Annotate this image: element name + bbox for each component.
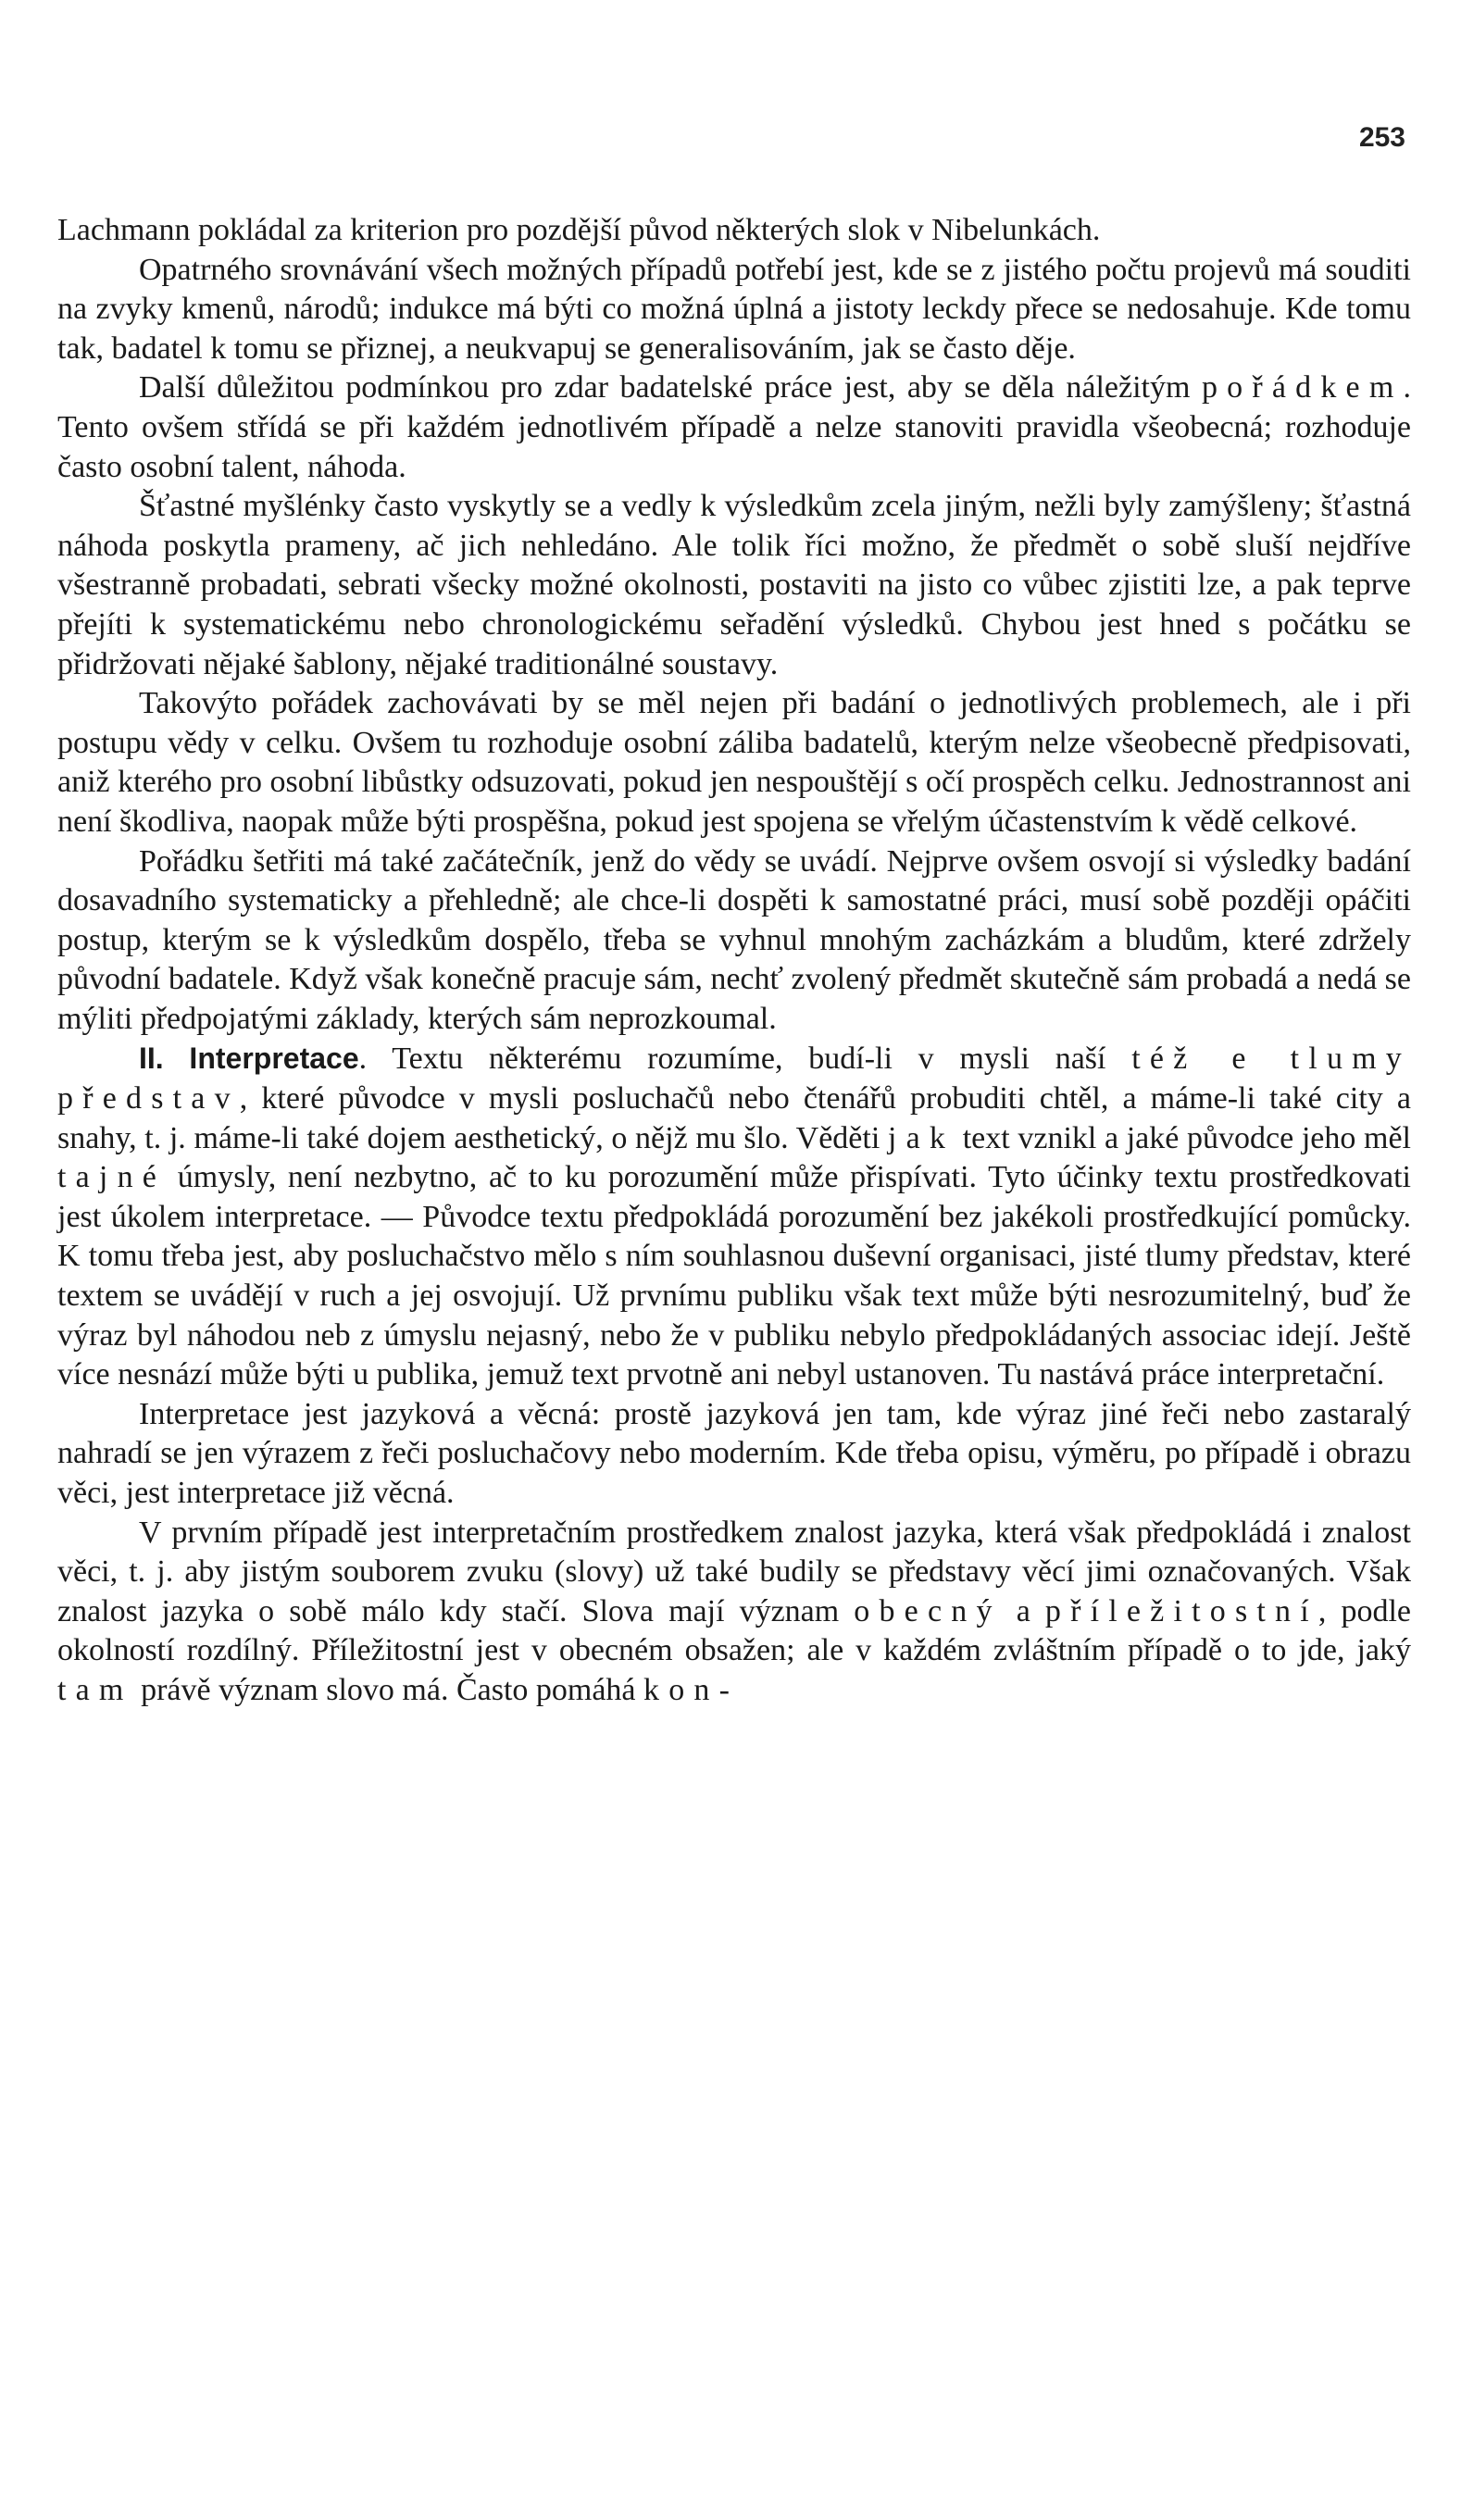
paragraph-3-text-after: . Tento ovšem střídá se při každém jednotlivém případě a nelze stanoviti pravidla všeobecná; rozhoduje často osobní talent, náhoda. (57, 370, 1411, 484)
section-interpretace-paragraph-3 (57, 1514, 1411, 1711)
section-p1-c: text vznikl a jaké původce jeho měl (955, 1120, 1412, 1155)
section-interpretace-paragraph-1 (57, 1039, 1411, 1394)
section-p3-a: V prvním případě jest interpretačním prostředkem znalost jazyka, která však předpokládá i znalost věci, t. j. aby jistým souborem zvuku (slovy) už také budily se představy věcí jimi označovaných. Však znalost jazyka o sobě málo kdy stačí. Slova mají význam (57, 1515, 1411, 1628)
section-p1-d: úmysly, není nezbytno, ač to ku porozumění může přispívati. Tyto účinky textu prostředkovati jest úkolem interpretace. — Původce textu předpokládá porozumění bez jakékoli prostředkující pomůcky. K tomu třeba jest, aby posluchačstvo mělo s ním souhlasnou duševní organisaci, jisté tlumy představ, které textem se uvádějí v ruch a jej osvojují. Už prvnímu publiku však text může býti nesrozumitelný, buď že výraz byl náhodou neb z úmyslu nejasný, nebo že v publiku nebylo předpokládaných associac idejí. Ještě více nesnází může býti u publika, jemuž text prvotně ani nebyl ustanoven. Tu nastává práce interpretační. (57, 1160, 1411, 1392)
section-title: Interpretace (189, 1042, 359, 1076)
emphasis-tajne: tajné (57, 1160, 167, 1195)
paragraph-6: Pořádku šetřiti má také začátečník, jenž do vědy se uvádí. Nejprve ovšem osvojí si výsledky badání dosavadního systematicky a přehledně; ale chce-li dospěti k samostatné práci, musí sobě později opáčiti postup, kterým se k výsledkům dospělo, třeba se vyhnul mnohým zacházkám a bludům, které zdržely původní badatele. Když však konečně pracuje sám, nechť zvolený předmět skutečně sám probadá a nedá se mýliti předpojatými základy, kterých sám neprozkoumal. (57, 843, 1411, 1036)
emphasis-poradkem: pořádkem (1201, 370, 1404, 405)
section-interpretace-paragraph-2: Interpretace jest jazyková a věcná: prostě jazyková jen tam, kde výraz jiné řeči nebo zastaralý nahradí se jen výrazem z řeči posluchačovy nebo moderním. Kde třeba opisu, výměru, po případě i obrazu věci, jest interpretace již věcná. (57, 1396, 1411, 1510)
section-p3-c: , podle okolností rozdílný. Příležitostní jest v obecném obsažen; ale v každém zvláštním případě o to jde, jaký (57, 1593, 1411, 1668)
body-text (57, 211, 1411, 1711)
emphasis-kon: kon- (643, 1672, 740, 1707)
section-number: II. (139, 1042, 164, 1076)
section-p1-a: . Textu některému rozumíme, budí-li v mysli naší (358, 1042, 1132, 1077)
section-p3-d: právě význam slovo má. Často pomáhá (132, 1672, 644, 1707)
emphasis-jak: jak (887, 1120, 955, 1155)
paragraph-4: Šťastné myšlénky často vyskytly se a vedly k výsledkům zcela jiným, nežli byly zamýšleny; šťastná náhoda poskytla prameny, ač jich nehledáno. Ale tolik říci možno, že předmět o sobě sluší nejdříve všestranně probadati, sebrati všecky možné okolnosti, postaviti na jisto co vůbec zjistiti lze, a pak teprve přejíti k systematickému nebo chronologickému seřadění výsledků. Chybou jest hned s počátku se přidržovati nějaké šablony, nějaké traditionálné soustavy. (57, 489, 1411, 681)
emphasis-prilezitostni: příležitostní (1044, 1593, 1318, 1628)
emphasis-obecny: obecný (854, 1593, 1002, 1628)
paragraph-3 (57, 368, 1411, 487)
paragraph-2: Opatrného srovnávání všech možných případů potřebí jest, kde se z jistého počtu projevů má souditi na zvyky kmenů, národů; indukce má býti co možná úplná a jistoty leckdy přece se nedosahuje. Kde tomu tak, badatel k tomu se přiznej, a neukvapuj se generalisováním, jak se často děje. (57, 252, 1411, 366)
section-p3-b: a (1001, 1593, 1045, 1628)
page-number: 253 (1358, 122, 1405, 153)
emphasis-teze-tlumy-predstav: též e tlumy představ (57, 1042, 1411, 1117)
paragraph-1: Lachmann pokládal za kriterion pro pozdější původ některých slok v Nibelunkách. (57, 213, 1101, 247)
paragraph-3-text-before: Další důležitou podmínkou pro zdar badatelské práce jest, aby se děla náležitým (139, 370, 1202, 405)
paragraph-5: Takovýto pořádek zachovávati by se měl nejen při badání o jednotlivých problemech, ale i při postupu vědy v celku. Ovšem tu rozhoduje osobní záliba badatelů, kterým nelze všeobecně předpisovati, aniž kterého pro osobní libůstky odsuzovati, pokud jen nespouštějí s očí prospěch celku. Jednostrannost ani není škodliva, naopak může býti prospěšna, pokud jest spojena se vřelým účastenstvím k vědě celkové. (57, 686, 1411, 839)
section-p1-b: , které původce v mysli posluchačů nebo čtenářů probuditi chtěl, a máme-li také city a snahy, t. j. máme-li také dojem aesthetický, o nějž mu šlo. Věděti (57, 1081, 1411, 1155)
emphasis-tam: tam (57, 1672, 133, 1707)
